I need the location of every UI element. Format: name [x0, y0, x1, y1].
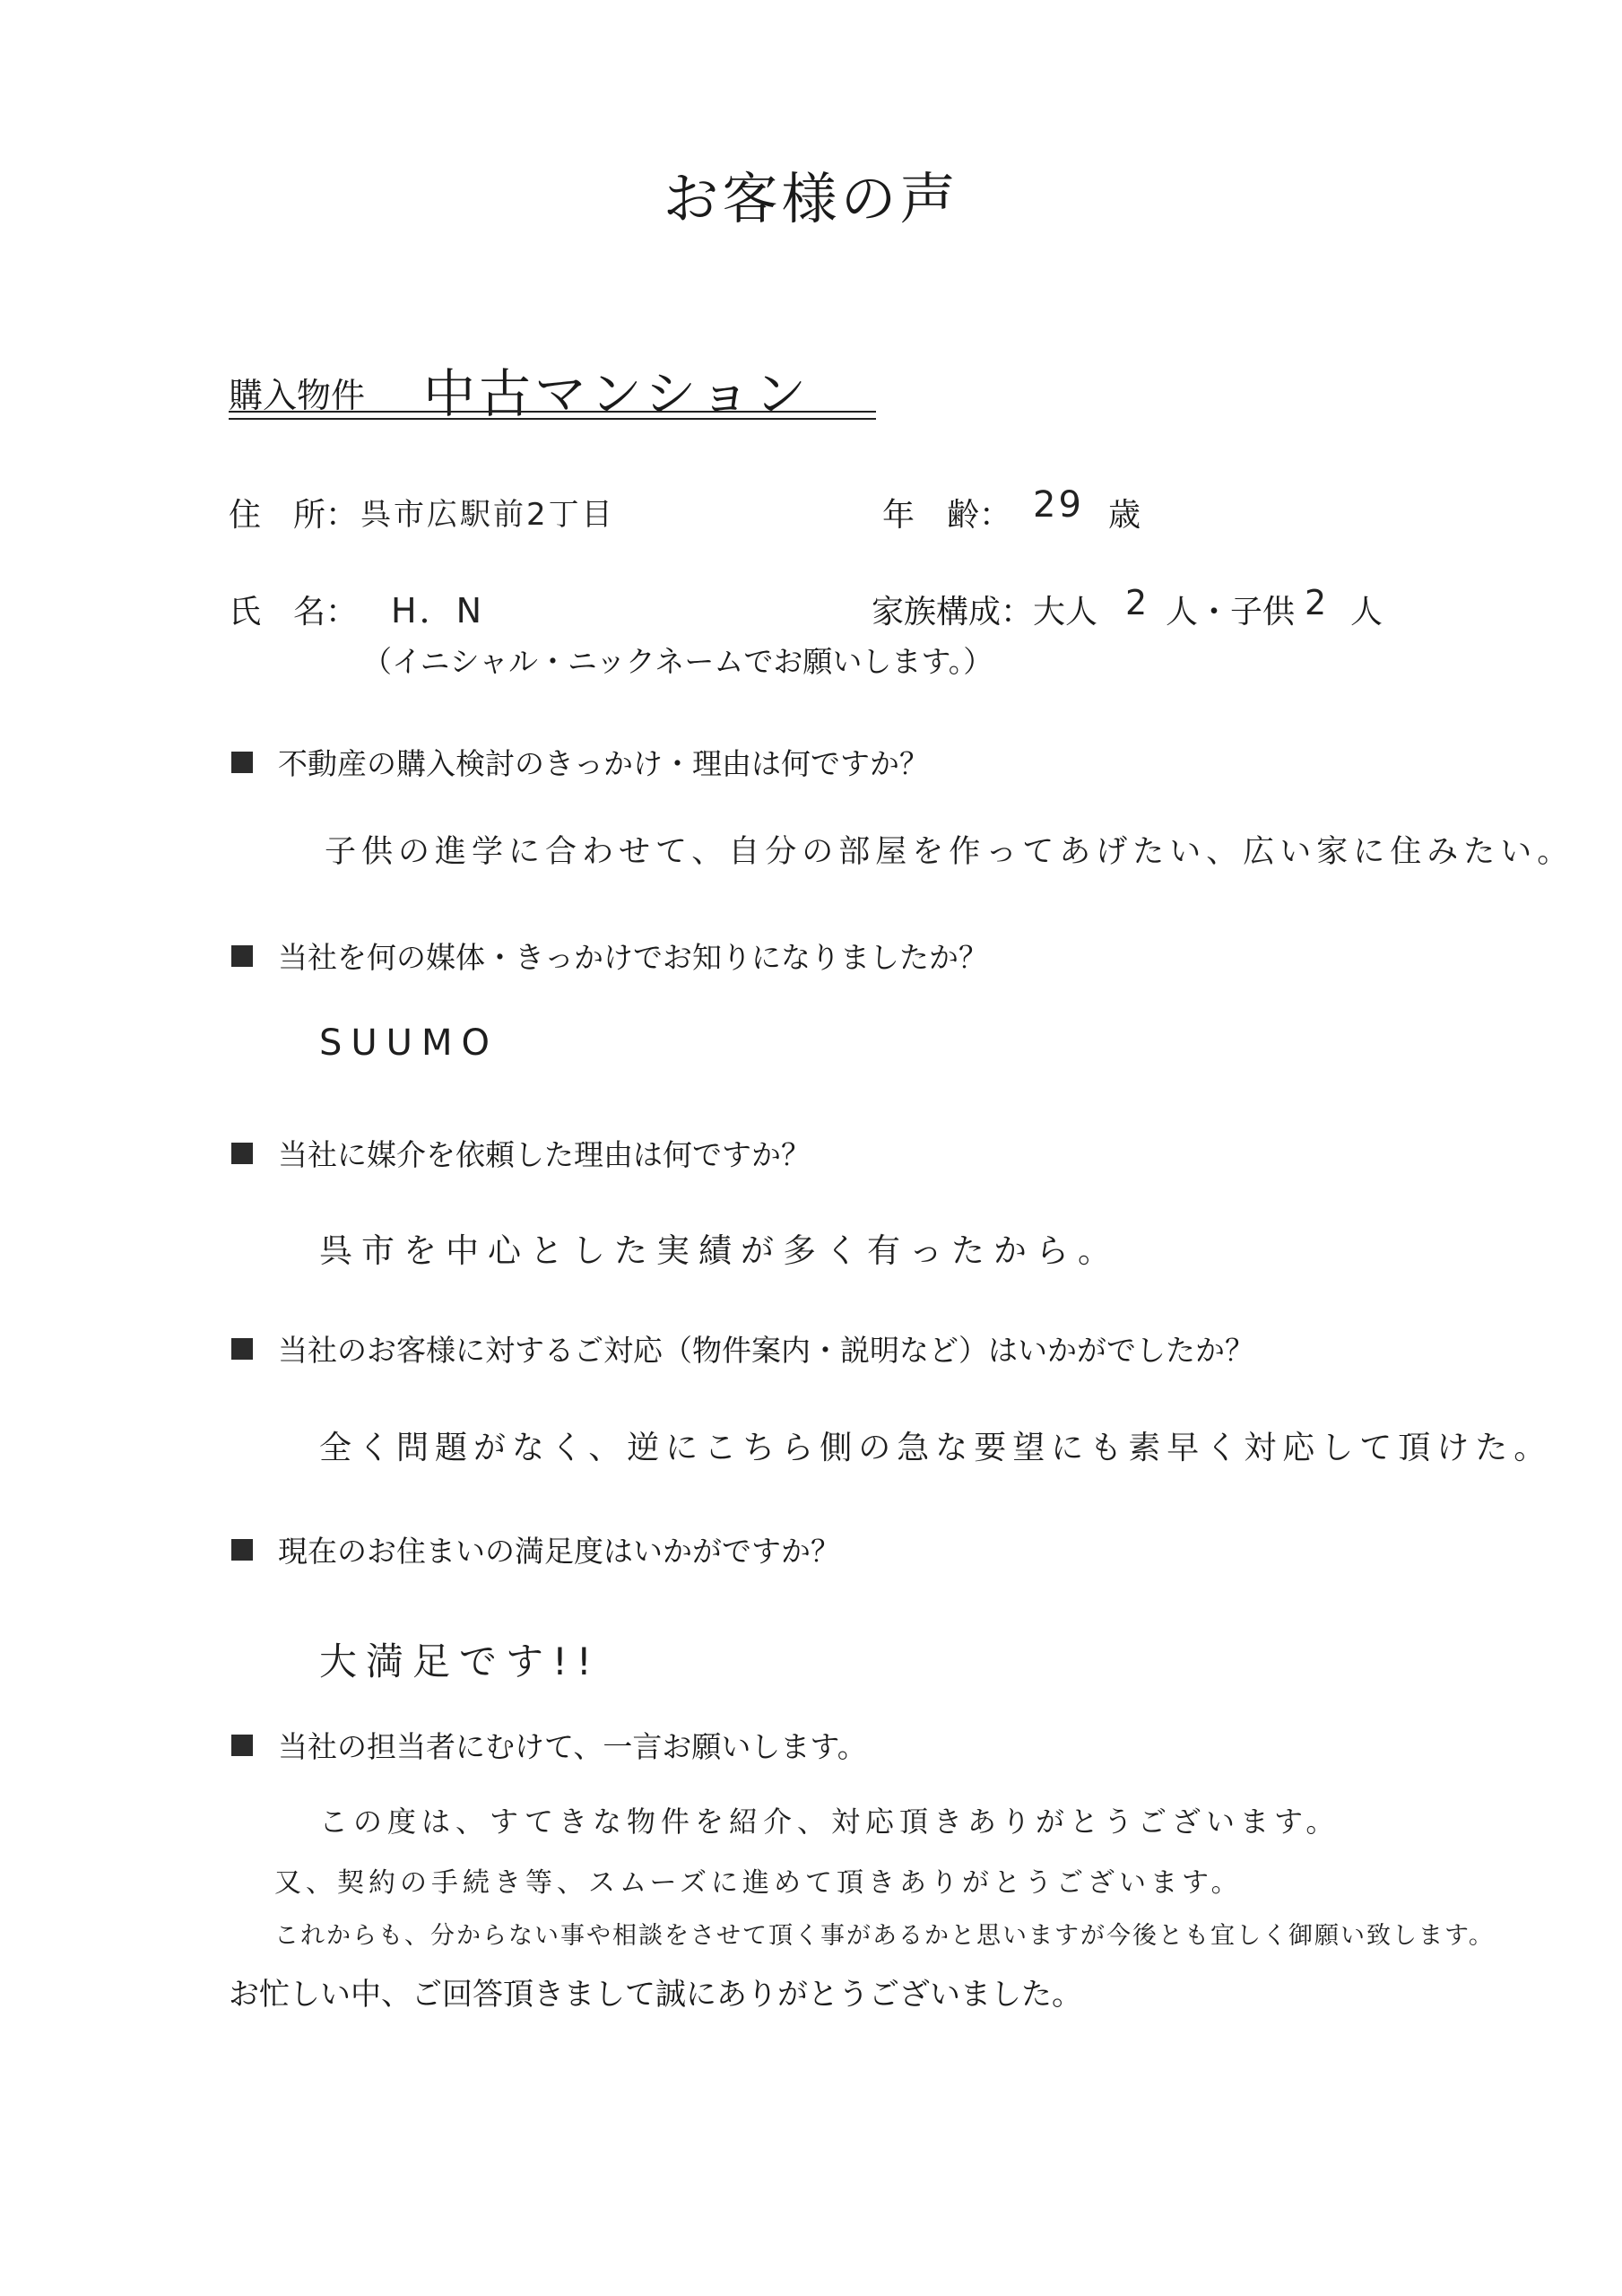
square-bullet-icon	[231, 1338, 253, 1360]
property-underline	[229, 411, 876, 413]
family-children-unit: 人	[1350, 594, 1383, 631]
question-6	[231, 1724, 867, 1766]
name-value: H．N	[391, 591, 485, 631]
square-bullet-icon	[231, 752, 253, 773]
family-adults-unit: 人・子供	[1166, 594, 1296, 631]
property-label: 購入物件	[229, 376, 366, 415]
answer-6-line-1: この度は、すてきな物件を紹介、対応頂きありがとうございます。	[319, 1805, 1340, 1839]
age-value: 29	[1033, 484, 1084, 526]
question-2	[231, 935, 988, 977]
question-text: 当社の担当者にむけて、一言お願いします。	[278, 1729, 867, 1764]
question-3	[231, 1132, 811, 1174]
question-text: 当社に媒介を依頼した理由は何ですか？	[278, 1137, 811, 1172]
answer-4: 全く問題がなく、逆にこちら側の急な要望にも素早く対応して頂けた。	[319, 1430, 1553, 1466]
name-label: 氏 名：	[229, 594, 359, 631]
answer-3: 呉市を中心とした実績が多く有ったから。	[319, 1231, 1120, 1270]
name-note: （イニシャル・ニックネームでお願いします。）	[362, 644, 993, 679]
family-adults-prefix: 大人	[1033, 594, 1098, 631]
address-label: 住 所：	[229, 497, 359, 534]
answer-2: SUUMO	[319, 1022, 499, 1064]
answer-6-line-2: 又、契約の手続き等、スムーズに進めて頂きありがとうございます。	[274, 1867, 1243, 1899]
answer-6-line-3: これからも、分からない事や相談をさせて頂く事があるかと思いますが今後とも宜しく御願い致します。	[274, 1922, 1495, 1950]
property-value: 中古マンション	[423, 363, 811, 424]
page-title: お客様の声	[663, 166, 959, 231]
age-label: 年 齢：	[882, 497, 1012, 534]
question-text: 現在のお住まいの満足度はいかがですか？	[278, 1534, 840, 1569]
address-value: 呉市広駅前2丁目	[360, 497, 615, 533]
square-bullet-icon	[231, 1735, 253, 1756]
question-text: 不動産の購入検討のきっかけ・理由は何ですか？	[278, 746, 929, 781]
closing-message: お忙しい中、ご回答頂きまして誠にありがとうございました。	[229, 1977, 1082, 2013]
question-1	[231, 741, 929, 783]
square-bullet-icon	[231, 945, 253, 967]
question-text: 当社のお客様に対するご対応（物件案内・説明など）はいかがでしたか？	[278, 1333, 1254, 1368]
question-text: 当社を何の媒体・きっかけでお知りになりましたか？	[278, 940, 988, 975]
answer-5: 大満足です!!	[319, 1639, 601, 1683]
square-bullet-icon	[231, 1539, 253, 1561]
question-4	[231, 1327, 1254, 1370]
answer-1: 子供の進学に合わせて、自分の部屋を作ってあげたい、広い家に住みたい。	[325, 834, 1574, 870]
age-unit: 歳	[1108, 497, 1141, 534]
property-underline-double	[229, 418, 876, 420]
question-5	[231, 1528, 840, 1570]
square-bullet-icon	[231, 1143, 253, 1164]
family-adults-count: 2	[1125, 583, 1150, 622]
family-label: 家族構成：	[872, 594, 1034, 631]
family-children-count: 2	[1305, 583, 1330, 622]
